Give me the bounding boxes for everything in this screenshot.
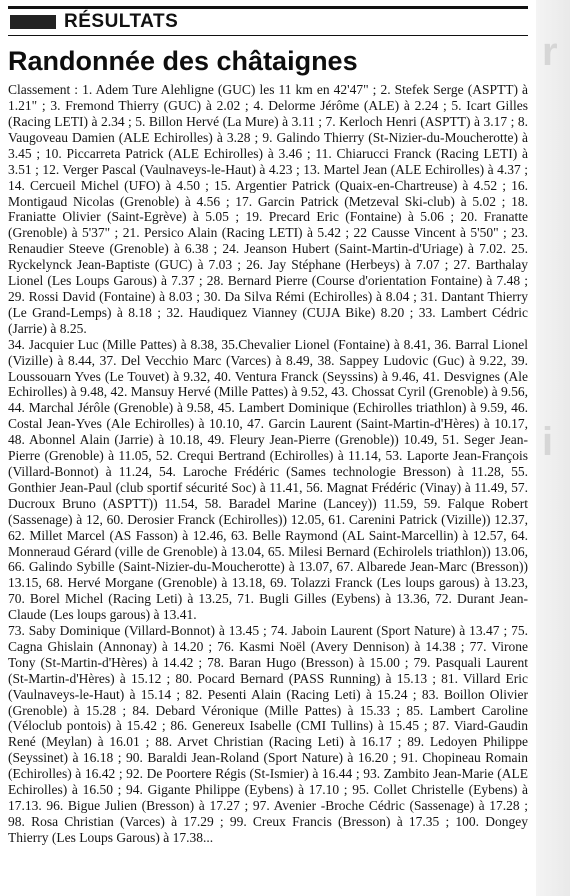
results-paragraph-1: Classement : 1. Adem Ture Alehligne (GUC) les 11 km en 42'47" ; 2. Stefek Serge (ASPTT) à 1.21" ; 3. Fremond Thierry (GUC) à 2.02 ; 4. Delorme Jérôme (ALE) à 2.24 ; 5. Icart Gilles (Racing LETI) à 2.34 ; 5. Billon Hervé (La Mure) à 3.11 ; 7. Kerloch Henri (ASPTT) à 3.17 ; 8. Vaugoveau Damien (ALE Echirolles) à 3.28 ; 9. Galindo Thierry (St-Nizier-du-Moucherotte) à 3.45 ; 10. Piccarreta Patrick (ALE Echirolles) à 3.46 ; 11. Chiarucci Franck (Racing LETI) à 3.51 ; 12. Verger Pascal (Vaulnaveys-le-Haut) à 4.23 ; 13. Martel Jean (ALE Echirolles) à 4.37 ; 14. Cercueil Michel (UFO) à 4.50 ; 15. Argentier Patrick (Quaix-en-Chartreuse) à 4.52 ; 16. Montigaud Nicolas (Grenoble) à 4.56 ; 17. Garcin Patrick (Metzeval Ski-club) à 5.02 ; 18. Franiatte Olivier (Saint-Egrève) à 5.05 ; 19. Precard Eric (Fontaine) à 5.06 ; 20. Franatte (Grenoble) à 5'37" ; 21. Persico Alain (Racing LETI) à 5.42 ; 22 Causse Vincent à 5'50" ; 23. Renaudier Steeve (Grenoble) à 6.38 ; 24. Jeanson Hubert (Saint-Martin-d'Uriage) à 7.02. 25. Ryckelynck Jean-Baptiste (GUC) à 7.03 ; 26. Jay Stéphane (Herbeys) à 7.07 ; 27. Barthalay Lionel (Les Loups Garous) à 7.37 ; 28. Bernard Pierre (Course d'orientation Fontaine) à 7.48 ; 29. Rossi David (Fontaine) à 8.03 ; 30. Da Silva Rémi (Echirolles) à 8.04 ; 31. Dantant Thierry (Le Grand-Lemps) à 8.18 ; 32. Haudiquez Vianney (CUJA Bike) 8.20 ; 33. Lambert Cédric (Jarrie) à 8.25.: [8, 82, 528, 336]
adjacent-page-bleed: r i: [536, 0, 570, 896]
section-header: [8, 6, 528, 36]
section-rule-bar: [10, 15, 56, 29]
results-paragraph-2: 34. Jacquier Luc (Mille Pattes) à 8.38, 35.Chevalier Lionel (Fontaine) à 8.41, 36. Barral Lionel (Vizille) à 8.44, 37. Del Vecchio Marc (Varces) à 8.49, 38. Sappey Ludovic (Guc) à 9.22, 39. Loussouarn Yves (Le Touvet) à 9.32, 40. Ventura Franck (Seyssins) à 9.46, 41. Desvignes (Ale Echirolles) à 9.48, 42. Mansuy Hervé (Mille Pattes) à 9.52, 43. Chossat Cyril (Grenoble) à 9.56, 44. Marchal Jérôle (Grenoble) à 9.58, 45. Lambert Dominique (Echirolles triathlon) à 9.59, 46. Costal Jean-Yves (Ale Echirolles) à 10.10, 47. Garcin Laurent (Saint-Martin-d'Hères) à 10.17, 48. Abonnel Alain (Jarrie) à 10.18, 49. Fleury Jean-Pierre (Grenoble)) 10.49, 51. Seger Jean-Pierre (Grenoble) à 11.05, 52. Crequi Bertrand (Echirolles) à 11.14, 53. Laporte Jean-François (Villard-Bonnot) à 11.24, 54. Laroche Frédéric (Sames technologie Bresson) à 11.28, 55. Gonthier Jean-Paul (club sportif sécurité Soc) à 11.41, 56. Magnat Frédéric (Vinay) à 11.49, 57. Ducroux Bruno (ASPTT)) 11.54, 58. Baradel Marine (Lancey)) 11.59, 59. Falque Robert (Sassenage) à 12, 60. Derosier Franck (Echirolles)) 12.05, 61. Carenini Patrick (Vizille)) 12.37, 62. Millet Marcel (AS Fasson) à 12.46, 63. Belle Raymond (AL Saint-Marcellin) à 12.57, 64. Monneraud Gérard (ville de Grenoble) à 13.04, 65. Milesi Bernard (Echirolels triathlon)) 13.06, 66. Galindo Sybille (Saint-Nizier-du-Moucherotte) à 13.07, 67. Albarede Jean-Marc (Bresson)) 13.15, 68. Hervé Morgane (Grenoble) à 13.18, 69. Tolazzi Franck (Les loups garous) à 13.23, 70. Borel Michel (Racing Leti) à 13.25, 71. Bugli Gilles (Eybens) à 13.36, 72. Durant Jean-Claude (Les loups garous) à 13.41.: [8, 336, 528, 623]
results-column: [8, 6, 528, 846]
results-paragraph-3: 73. Saby Dominique (Villard-Bonnot) à 13.45 ; 74. Jaboin Laurent (Sport Nature) à 13.47 ; 75. Cagna Ghislain (Annonay) à 14.20 ; 76. Kasmi Noël (Avery Dennison) à 14.38 ; 77. Virone Tony (St-Martin-d'Hères) à 14.42 ; 78. Baran Hugo (Bresson) à 15.00 ; 79. Pasquali Laurent (St-Martin-d'Hères) à 15.12 ; 80. Pocard Bernard (PASS Running) à 15.13 ; 81. Villard Eric (Vaulnaveys-le-Haut) à 15.14 ; 82. Pesenti Alain (Racing Leti) à 15.24 ; 83. Boillon Olivier (Grenoble) à 15.28 ; 84. Debard Véronique (Mille Pattes) à 15.33 ; 85. Lambert Caroline (Véloclub pontois) à 15.42 ; 86. Genereux Isabelle (CMI Tullins) à 15.45 ; 87. Viard-Gaudin René (Meylan) à 16.01 ; 88. Arvet Christian (Racing Leti) à 16.17 ; 89. Ledoyen Philippe (Seyssinet) à 16.18 ; 90. Baraldi Jean-Roland (Sport Nature) à 16.20 ; 91. Chopineau Romain (Echirolles) à 16.42 ; 92. De Poortere Régis (St-Ismier) à 16.44 ; 93. Zambito Jean-Marie (ALE Echirolles) à 16.50 ; 94. Gigante Philippe (Eybens) à 17.10 ; 95. Collet Christelle (Eybens) à 17.13. 96. Bigue Julien (Bresson) à 17.27 ; 97. Avenier -Broche Cédric (Sassenage) à 17.28 ; 98. Rosa Christian (Varces) à 17.29 ; 99. Creux Francis (Bresson) à 17.35 ; 100. Dongey Thierry (Les Loups Garous) à 17.38...: [8, 623, 528, 845]
article-headline: Randonnée des châtaignes: [8, 46, 358, 76]
section-title: RÉSULTATS: [64, 11, 179, 32]
